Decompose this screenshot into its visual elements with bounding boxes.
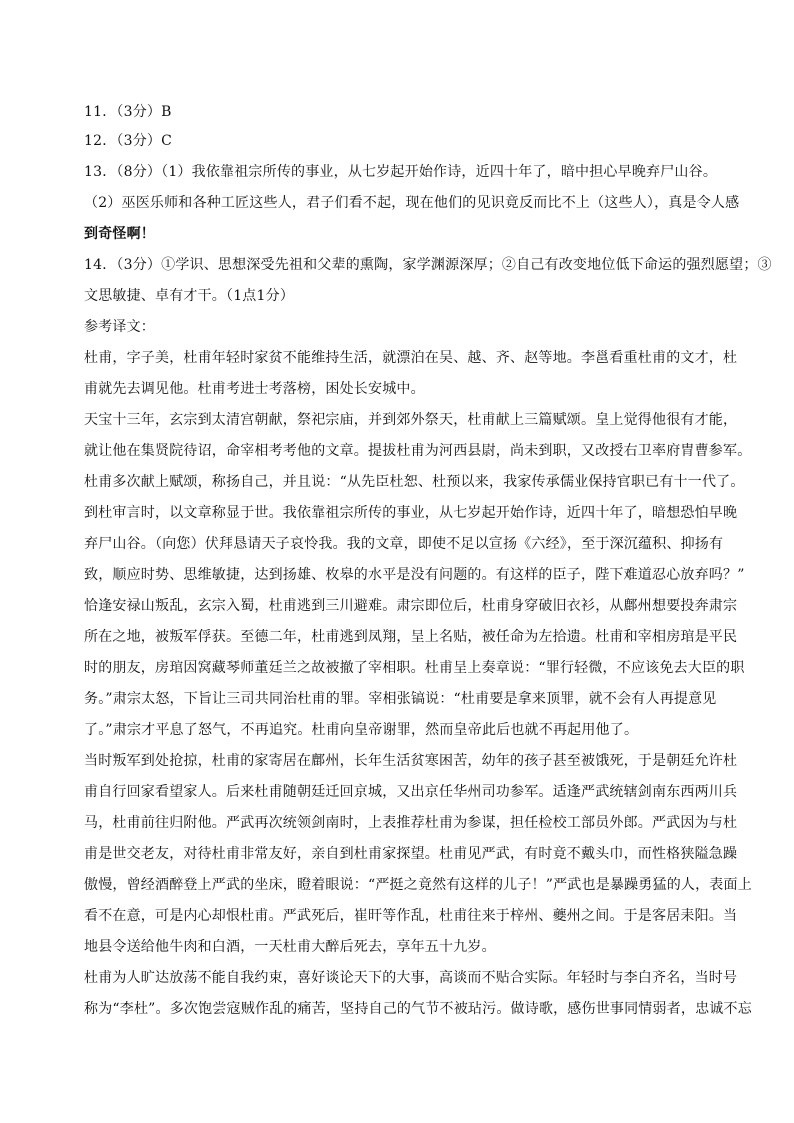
translation-line: 甫是世交老友，对待杜甫非常友好，亲自到杜甫家探望。杜甫见严武，有时竟不戴头巾，而性格狭隘急躁 [84,846,738,862]
answer-13-line-2: （2）巫医乐师和各种工匠这些人，君子们看不起，现在他们的见识竟反而比不上（这些人），真是令人感 [84,195,740,211]
translation-line: 傲慢，曾经酒醉登上严武的坐床，瞪着眼说：“严挺之竟然有这样的儿子！”严武也是暴躁勇猛的人，表面上 [84,877,752,893]
answer-14-line-1: 14．（3分）①学识、思想深受先祖和父辈的熏陶，家学渊源深厚；②自己有改变地位低下命运的强烈愿望；③ [84,257,772,273]
answer-12: 12．（3分）C [84,133,173,149]
translation-line: 所在之地，被叛军俘获。至德二年，杜甫逃到凤翔，呈上名贴，被任命为左拾遗。杜甫和宰相房琯是平民 [84,629,738,645]
translation-line: 杜甫为人旷达放荡不能自我约束，喜好谈论天下的大事，高谈而不贴合实际。年轻时与李白齐名，当时号 [84,970,738,986]
translation-line: 弃尸山谷。（向您）伏拜恳请天子哀怜我。我的文章，即使不足以宣扬《六经》，至于深沉蕴积、抑扬有 [84,536,724,552]
translation-line: 看不在意，可是内心却恨杜甫。严武死后，崔旰等作乱，杜甫往来于梓州、夔州之间。于是客居耒阳。当 [84,908,738,924]
translation-line: 天宝十三年，玄宗到太清宫朝献，祭祀宗庙，并到郊外祭天，杜甫献上三篇赋颂。皇上觉得他很有才能， [84,412,738,428]
translation-line: 当时叛军到处抢掠，杜甫的家寄居在鄜州，长年生活贫寒困苦，幼年的孩子甚至被饿死，于是朝廷允许杜 [84,753,738,769]
translation-line: 地县令送给他牛肉和白酒，一天杜甫大醉后死去，享年五十九岁。 [84,939,496,955]
translation-line: 杜甫，字子美，杜甫年轻时家贫不能维持生活，就漂泊在吴、越、齐、赵等地。李邕看重杜甫的文才，杜 [84,350,738,366]
translation-line: 就让他在集贤院待诏，命宰相考考他的文章。提拔杜甫为河西县尉，尚未到职，又改授右卫率府胄曹参军。 [84,443,752,459]
translation-line: 杜甫多次献上赋颂，称扬自己，并且说：“从先臣杜恕、杜预以来，我家传承儒业保持官职已有十一代了。 [84,474,745,490]
answer-13-line-3: 到奇怪啊！ [84,226,155,242]
translation-heading: 参考译文： [84,319,155,335]
translation-line: 时的朋友，房琯因窝藏琴师董廷兰之故被撤了宰相职。杜甫呈上奏章说：“罪行轻微，不应该免去大臣的职 [84,660,745,676]
translation-line: 甫就先去调见他。杜甫考进士考落榜，困处长安城中。 [84,381,425,397]
translation-line: 了。”肃宗才平息了怒气，不再追究。杜甫向皇帝谢罪，然而皇帝此后也就不再起用他了。 [84,722,639,738]
translation-line: 务。”肃宗太怒，下旨让三司共同治杜甫的罪。宰相张镐说：“杜甫要是拿来顶罪，就不会有人再提意见 [84,691,717,707]
translation-line: 致，顺应时势、思维敏捷，达到扬雄、枚皋的水平是没有问题的。有这样的臣子，陛下难道忍心放弃吗？” [84,567,745,583]
translation-line: 甫自行回家看望家人。后来杜甫随朝廷迁回京城，又出京任华州司功参军。适逢严武统辖剑南东西两川兵 [84,784,738,800]
answer-13-line-1: 13．（8分）（1）我依靠祖宗所传的事业，从七岁起开始作诗，近四十年了，暗中担心早晚弃尸山谷。 [84,164,718,180]
translation-line: 称为“李杜”。多次饱尝寇贼作乱的痛苦，坚持自己的气节不被玷污。做诗歌，感伤世事同情弱者，忠诚不忘 [84,1001,752,1017]
translation-line: 到杜审言时，以文章称显于世。我依靠祖宗所传的事业，从七岁起开始作诗，近四十年了，暗想恐怕早晚 [84,505,738,521]
translation-line: 恰逢安禄山叛乱，玄宗入蜀，杜甫逃到三川避难。肃宗即位后，杜甫身穿破旧衣衫，从鄜州想要投奔肃宗 [84,598,738,614]
answer-14-line-2: 文思敏捷、卓有才干。（1点1分） [84,288,295,304]
translation-line: 马，杜甫前往归附他。严武再次统领剑南时，上表推荐杜甫为参谋，担任检校工部员外郎。严武因为与杜 [84,815,738,831]
answer-11: 11．（3分）B [84,104,172,120]
